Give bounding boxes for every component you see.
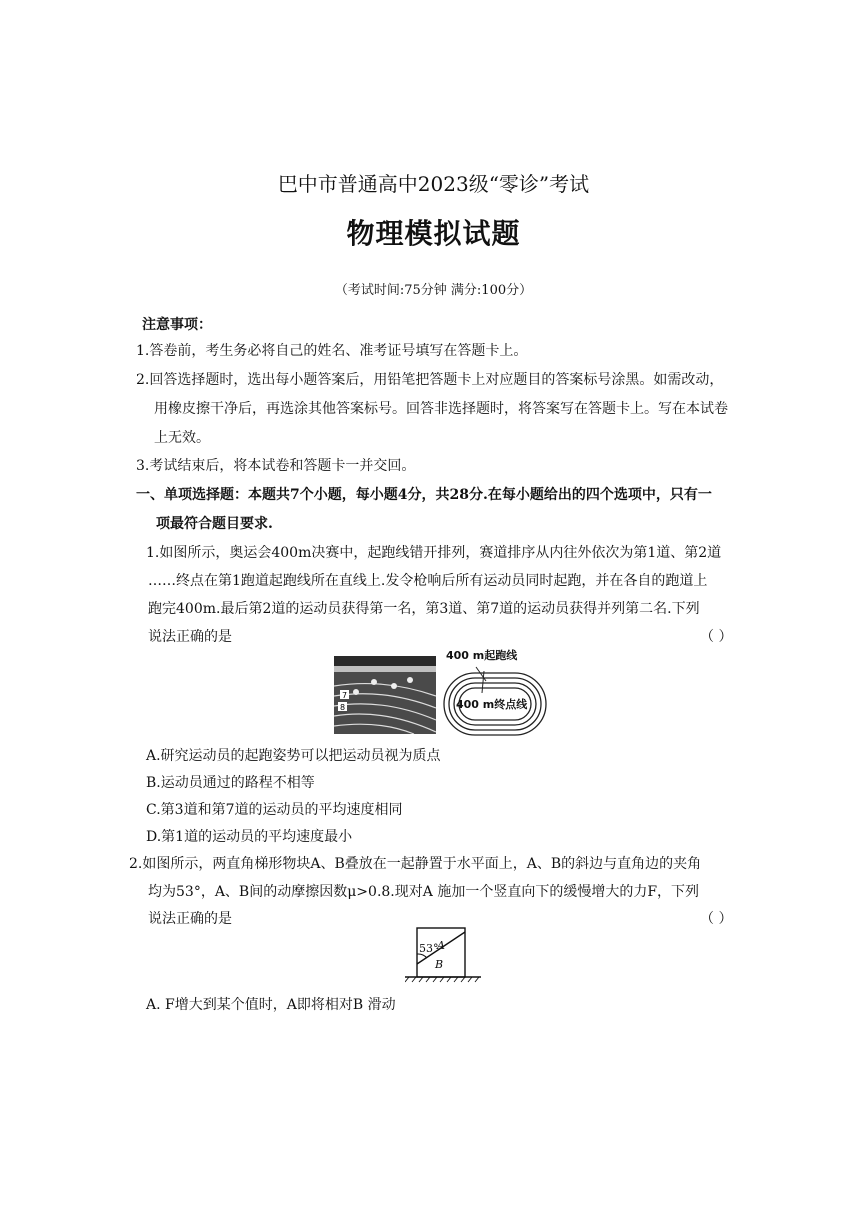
q1-option-b: B.运动员通过的路程不相等 [146, 775, 315, 791]
q1-option-a: A.研究运动员的起跑姿势可以把运动员视为质点 [146, 748, 441, 764]
q1-track-photo [334, 656, 436, 734]
note-item-1: 1.答卷前，考生务必将自己的姓名、准考证号填写在答题卡上。 [136, 343, 528, 359]
q2-blocks-figure [405, 922, 485, 986]
runner-figure [391, 683, 397, 689]
exam-title: 巴中市普通高中2023级“零诊”考试 [277, 172, 590, 196]
runner-figure [407, 677, 413, 683]
note-item-2-cont2: 上无效。 [154, 430, 210, 446]
q2-stem-line-1: 2.如图所示，两直角梯形物块A、B叠放在一起静置于水平面上，A、B的斜边与直角边的夹角 [129, 856, 702, 872]
q1-stem-line-2: ……终点在第1跑道起跑线所在直线上.发令枪响后所有运动员同时起跑，并在各自的跑道上 [148, 573, 708, 589]
lane-number-8: 8 [339, 703, 346, 712]
runner-figure [353, 689, 359, 695]
lane-number-7: 7 [341, 691, 348, 700]
runner-figure [371, 679, 377, 685]
start-line-label: 400 m起跑线 [446, 649, 518, 662]
note-item-2-cont: 用橡皮擦干净后，再选涂其他答案标号。回答非选择题时，将答案写在答题卡上。写在本试卷 [154, 401, 728, 417]
q1-track-diagram [440, 645, 550, 737]
exam-info: （考试时间:75分钟 满分:100分） [334, 283, 533, 298]
section-heading-cont: 项最符合题目要求. [156, 516, 273, 532]
block-a-label: A [437, 939, 445, 952]
block-b-label: B [435, 958, 444, 971]
note-item-3: 3.考试结束后，将本试卷和答题卡一并交回。 [136, 458, 416, 474]
angle-label: 53° [419, 942, 439, 955]
note-item-2: 2.回答选择题时，选出每小题答案后，用铅笔把答题卡上对应题目的答案标号涂黑。如需改动， [136, 372, 724, 388]
q2-answer-paren: （ ） [700, 911, 733, 927]
q1-stem-line-1: 1.如图所示，奥运会400m决赛中，起跑线错开排列，赛道排序从内往外依次为第1道、第2道 [146, 545, 722, 561]
q1-option-c: C.第3道和第7道的运动员的平均速度相同 [146, 802, 403, 818]
section-heading: 一、单项选择题：本题共7个小题，每小题4分，共28分.在每小题给出的四个选项中，只有一 [136, 487, 712, 503]
ground-hatching [405, 977, 479, 982]
q1-stem-line-3: 跑完400m.最后第2道的运动员获得第一名，第3道、第7道的运动员获得并列第二名.下列 [148, 601, 700, 617]
paper-title: 物理模拟试题 [346, 217, 521, 250]
q2-option-a: A. F增大到某个值时，A即将相对B 滑动 [146, 997, 396, 1013]
q1-answer-paren: （ ） [700, 629, 733, 645]
q2-stem-line-2: 均为53°，A、B间的动摩擦因数μ>0.8.现对A 施加一个竖直向下的缓慢增大的力F，下列 [148, 884, 700, 900]
q1-option-d: D.第1道的运动员的平均速度最小 [146, 829, 353, 845]
notes-heading: 注意事项： [142, 317, 212, 333]
q2-stem-line-3: 说法正确的是 [148, 911, 232, 927]
finish-line-label: 400 m终点线 [456, 698, 528, 711]
q1-stem-line-4: 说法正确的是 [148, 629, 232, 645]
